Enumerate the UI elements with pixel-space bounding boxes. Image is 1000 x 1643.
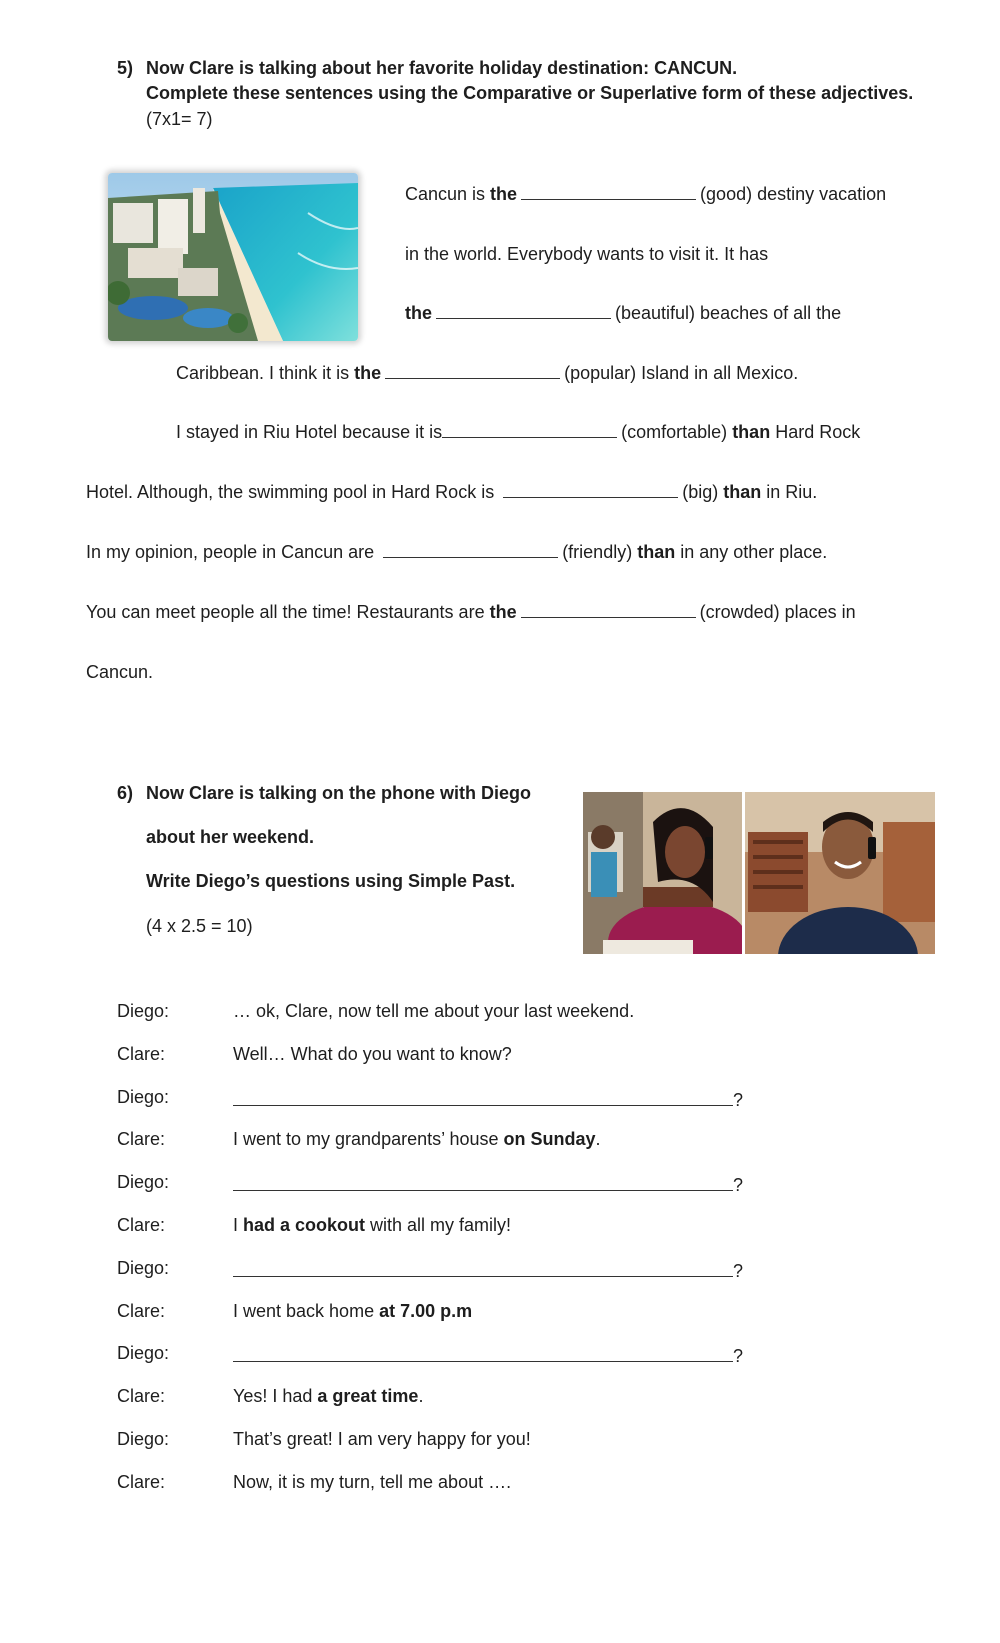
dialogue-line: [233, 1001, 634, 1022]
dialogue-text-c: .: [595, 1129, 601, 1149]
section6-title-line2: about her weekend.: [146, 827, 315, 847]
phone-call-photo: [583, 792, 935, 954]
sentence-2: in the world. Everybody wants to visit it. It has: [405, 244, 769, 264]
dialogue-text-b: on Sunday: [503, 1129, 596, 1149]
question-mark: ?: [733, 1346, 744, 1366]
dialogue-speaker: Diego:: [117, 1429, 170, 1449]
question-blank[interactable]: [233, 1343, 733, 1362]
question-answer-line[interactable]: [233, 1343, 743, 1367]
section6-title-line3: Write Diego’s questions using Simple Past.: [146, 871, 516, 891]
dialogue-speaker: Diego:: [117, 1343, 170, 1363]
dialogue-text-a: … ok, Clare, now tell me about your last weekend.: [233, 1001, 635, 1021]
dialogue-line: [233, 1429, 531, 1450]
sentence-8: You can meet people all the time! Restaurants are the (crowded) places in: [86, 599, 856, 625]
section5-title-line1: Now Clare is talking about her favorite holiday destination: CANCUN.: [146, 58, 738, 78]
sentence-6: Hotel. Although, the swimming pool in Hard Rock is (big) than in Riu.: [86, 479, 817, 505]
sentence-5: I stayed in Riu Hotel because it is (comfortable) than Hard Rock: [176, 419, 860, 445]
dialogue-speaker: Clare:: [117, 1301, 166, 1321]
dialogue-text-a: Yes! I had: [233, 1386, 318, 1406]
question-blank[interactable]: [233, 1258, 733, 1277]
blank-big[interactable]: [503, 479, 678, 498]
dialogue-speaker: Clare:: [117, 1386, 166, 1406]
blank-good[interactable]: [521, 181, 696, 200]
section6-number: 6): [117, 783, 134, 803]
section6-title-line1: Now Clare is talking on the phone with Diego: [146, 783, 532, 803]
section5-number: 5): [117, 58, 134, 78]
dialogue-speaker: Diego:: [117, 1258, 170, 1278]
blank-friendly[interactable]: [383, 539, 558, 558]
sentence-4: Caribbean. I think it is the (popular) Island in all Mexico.: [176, 360, 798, 386]
dialogue-text-a: I went back home: [233, 1301, 380, 1321]
question-blank[interactable]: [233, 1087, 733, 1106]
question-answer-line[interactable]: [233, 1087, 743, 1111]
dialogue-speaker: Clare:: [117, 1129, 166, 1149]
dialogue-line: [233, 1044, 512, 1065]
dialogue-text-a: I: [233, 1215, 244, 1235]
dialogue-text-a: Now, it is my turn, tell me about ….: [233, 1472, 512, 1492]
dialogue-speaker: Diego:: [117, 1172, 170, 1192]
sentence-3: the (beautiful) beaches of all the: [405, 300, 841, 326]
dialogue-text-a: I went to my grandparents’ house: [233, 1129, 504, 1149]
dialogue-line: [233, 1472, 511, 1493]
blank-crowded[interactable]: [521, 599, 696, 618]
sentence-1: Cancun is the (good) destiny vacation: [405, 181, 886, 207]
section5-title-line2: Complete these sentences using the Comparative or Superlative form of these adjectives.: [146, 83, 914, 103]
dialogue-text-a: That’s great! I am very happy for you!: [233, 1429, 531, 1449]
cancun-beach-photo: [108, 173, 358, 341]
blank-comfortable[interactable]: [442, 419, 617, 438]
section5-points: (7x1= 7): [146, 109, 213, 129]
question-mark: ?: [733, 1261, 744, 1281]
blank-popular[interactable]: [385, 360, 560, 379]
section6-points: (4 x 2.5 = 10): [146, 916, 253, 936]
question-answer-line[interactable]: [233, 1258, 743, 1282]
question-mark: ?: [733, 1090, 744, 1110]
question-answer-line[interactable]: [233, 1172, 743, 1196]
dialogue-speaker: Clare:: [117, 1044, 166, 1064]
dialogue-text-c: with all my family!: [365, 1215, 512, 1235]
sentence-7: In my opinion, people in Cancun are (friendly) than in any other place.: [86, 539, 827, 565]
dialogue-line: [233, 1129, 601, 1150]
dialogue-text-b: a great time: [317, 1386, 419, 1406]
dialogue-text-b: at 7.00 p.m: [379, 1301, 473, 1321]
sentence-9: Cancun.: [86, 662, 154, 682]
dialogue-text-b: had a cookout: [243, 1215, 366, 1235]
dialogue-speaker: Diego:: [117, 1001, 170, 1021]
blank-beautiful[interactable]: [436, 300, 611, 319]
dialogue-speaker: Clare:: [117, 1215, 166, 1235]
dialogue-line: [233, 1301, 472, 1322]
dialogue-text-c: .: [418, 1386, 424, 1406]
dialogue-line: [233, 1215, 511, 1236]
dialogue-line: [233, 1386, 423, 1407]
dialogue-speaker: Clare:: [117, 1472, 166, 1492]
dialogue-text-a: Well… What do you want to know?: [233, 1044, 512, 1064]
question-blank[interactable]: [233, 1172, 733, 1191]
dialogue-speaker: Diego:: [117, 1087, 170, 1107]
question-mark: ?: [733, 1175, 744, 1195]
